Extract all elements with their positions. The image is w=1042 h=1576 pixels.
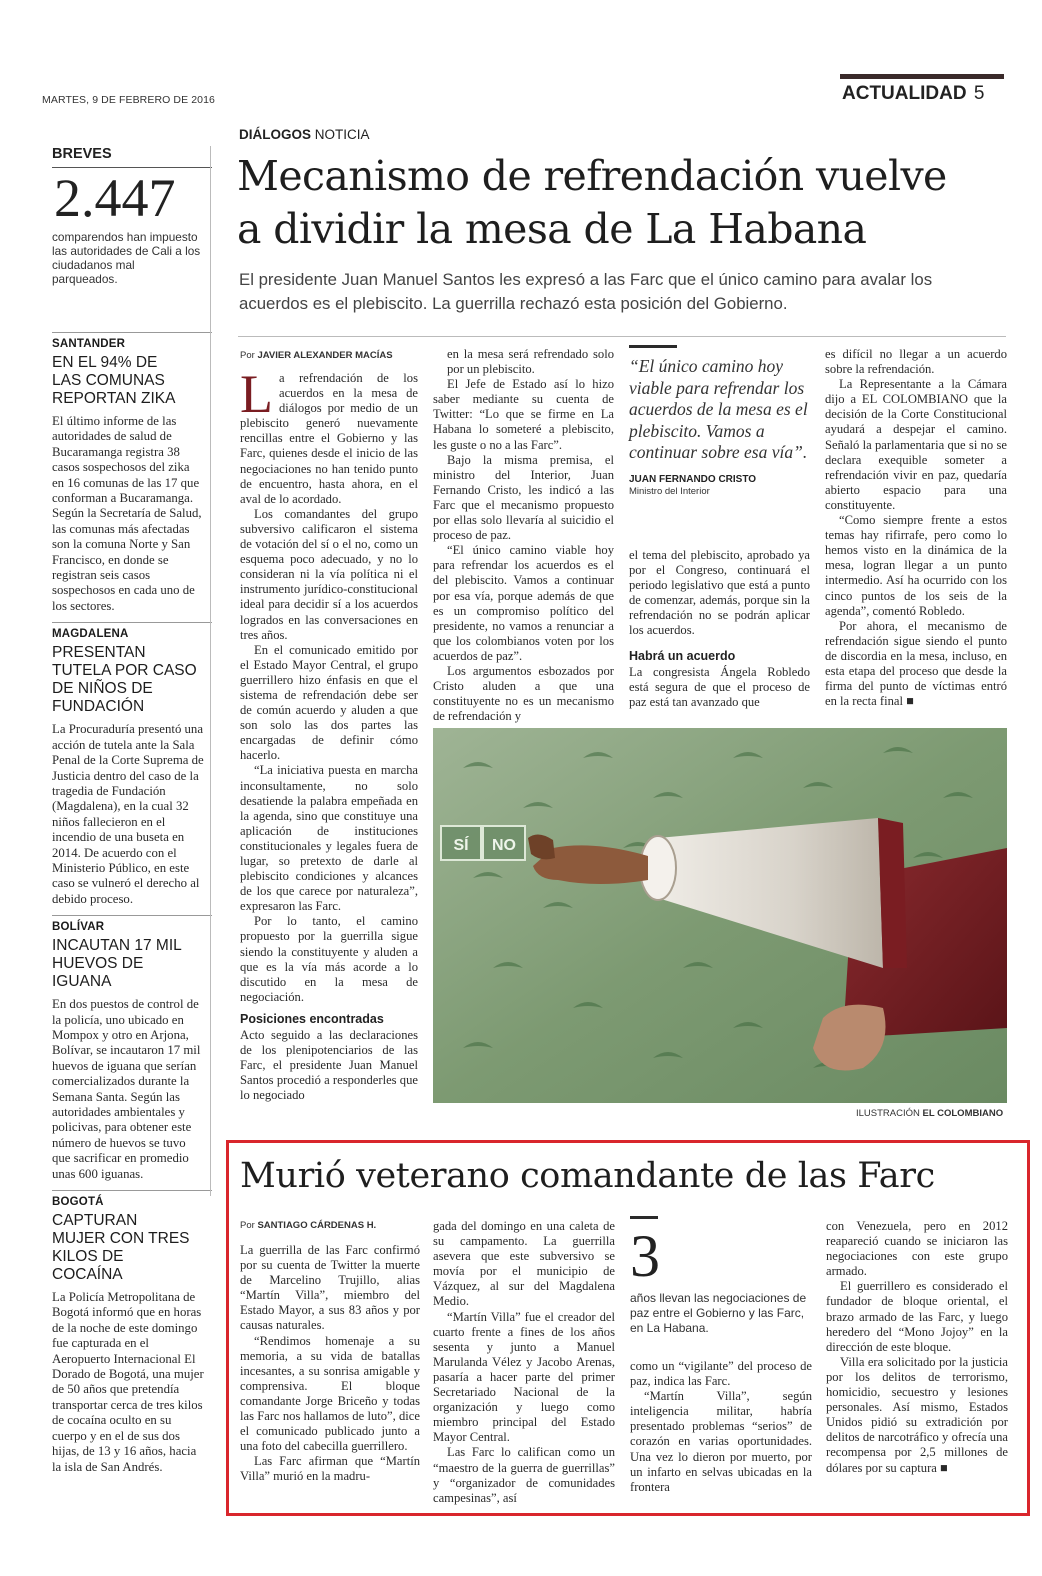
byline [240, 350, 418, 361]
paragraph: Las Farc afirman que “Martín Villa” murió en la madru- [240, 1454, 420, 1484]
brief-category: BOGOTÁ [52, 1196, 104, 1209]
pull-quote-bar [629, 345, 677, 348]
brief-divider [52, 332, 212, 333]
brief-headline: PRESENTAN TUTELA POR CASO DE NIÑOS DE FUNDACIÓN [52, 644, 197, 716]
megaphone-illustration [433, 728, 1007, 1103]
pull-quote-role: Ministro del Interior [629, 485, 710, 497]
paragraph: “Rendimos homenaje a su memoria, a su vida de batallas incesantes, a su sonrisa amigable y comprensiva. El bloque comandante Jorge Briceño y todas las Farc nos hallamos de luto”, dice el comunicado publicado junto a una foto del cabecilla guerrillero. [240, 1333, 420, 1454]
paragraph: “Martín Villa”, según inteligencia militar, habría presentado problemas “serios” de corazón en varias oportunidades. Una vez lo dieron por muerto, por un infarto en selvas ubicadas en la frontera [630, 1389, 812, 1494]
pull-quote [629, 345, 809, 497]
byline-name: SANTIAGO CÁRDENAS H. [257, 1220, 377, 1231]
stat-number: 3 [630, 1223, 660, 1289]
headline-line1: Mecanismo de refrendación vuelve [237, 152, 947, 200]
second-article-col-1 [240, 1220, 420, 1485]
brief-text: El último informe de las autoridades de salud de Bucaramanga registra 38 casos sospechosos del zika en 16 comunas de las 17 que conforman a Bucaramanga. Según la Secretaría de Salud, las comunas más afectadas son la comuna Norte y San Francisco, en donde se registran seis casos sospechosos en cada uno de los sectores. [52, 414, 202, 613]
section-header [842, 83, 984, 105]
brief-category: MAGDALENA [52, 628, 129, 641]
paragraph: “Martín Villa” fue el creador del cuarto frente a fines de los años sesenta y junto a Manuel Marulanda Vélez y Jacobo Arenas, pasaría a hacer parte del primer Secretariado Nacional de la organización y luego como miembro principal del Estado Mayor Central. [433, 1309, 615, 1445]
brief-bolivar [52, 921, 212, 1182]
stat-box [630, 1216, 810, 1336]
brief-category: BOLÍVAR [52, 921, 105, 934]
breves-title: BREVES [52, 146, 112, 162]
second-article-col-3 [630, 1359, 812, 1495]
page-number: 5 [973, 83, 985, 104]
brief-headline: INCAUTAN 17 MIL HUEVOS DE IGUANA [52, 937, 182, 991]
breves-vertical-rule [210, 146, 211, 1196]
paragraph: “Como siempre frente a estos temas hay rifirrafe, pero como lo hemos visto en la dinámica de la mesa, logran llegar a un punto intermedio. Así ha ocurrido con los cinco puntos de los seis de la agenda”, comentó Robledo. [825, 513, 1007, 618]
paragraph [240, 364, 418, 507]
credit-name: EL COLOMBIANO [922, 1108, 1004, 1119]
illustration-credit [856, 1108, 1003, 1119]
column-text [240, 1243, 420, 1485]
brief-category: SANTANDER [52, 338, 126, 350]
brief-text: La Procuraduría presentó una acción de tutela ante la Sala Penal de la Corte Suprema de Justicia dentro del caso de la tragedia de Fundación (Magdalena), en la cual 32 niños fallecieron en el incendio de una buseta en 2014. De acuerdo con el Ministerio Público, en este caso se vulneró el derecho al debido proceso. [52, 722, 204, 906]
kicker-strong: DIÁLOGOS [239, 127, 312, 142]
article-illustration [433, 728, 1007, 1103]
article-column-1 [240, 350, 418, 1104]
byline-name: JAVIER ALEXANDER MACÍAS [257, 350, 393, 361]
brief-divider [52, 622, 212, 623]
paragraph: como un “vigilante” del proceso de paz, indica las Farc. [630, 1359, 812, 1389]
brief-text: En dos puestos de control de la policía, uno ubicado en Mompox y otro en Arjona, Bolívar, se incautaron 17 mil huevos de iguana que serían comercializados durante la Semana Santa. Según las autoridades ambientales y policivas, para obtener este número de huevos se tuvo que sacrificar en promedio unas 600 iguanas. [52, 997, 201, 1181]
article-column-3 [629, 548, 810, 710]
byline-prefix: Por [240, 1220, 255, 1231]
brief-divider [52, 1190, 212, 1191]
kicker-rest: NOTICIA [314, 127, 370, 142]
article-column-2 [433, 347, 614, 724]
byline-prefix: Por [240, 350, 255, 361]
brief-magdalena [52, 628, 212, 907]
paragraph: es difícil no llegar a un acuerdo sobre la refrendación. [825, 347, 1007, 377]
paragraph: el tema del plebiscito, aprobado ya por el Congreso, continuará el periodo legislativo que está a punto de comenzar, además, porque sin la refrendación no se podrán aplicar los acuerdos. [629, 548, 810, 638]
paragraph: en la mesa será refrendado solo por un plebiscito. [447, 347, 614, 377]
brief-divider [52, 915, 212, 916]
paragraph: La guerrilla de las Farc confirmó por su cuenta de Twitter la muerte de Marcelino Trujillo, alias “Martín Villa”, miembro del Estado Mayor, a sus 83 años y por causas naturales. [240, 1243, 420, 1333]
illustration-sign-no: NO [492, 837, 516, 854]
brief-text: La Policía Metropolitana de Bogotá informó que en horas de la noche de este domingo fue capturada en el Aeropuerto Internacional El Dorado de Bogotá, una mujer de 50 años que pretendía transportar cerca de tres kilos de cocaína oculto en su cuerpo y en el de sus dos hijas, de 13 y 16 años, hacia la isla de San Andrés. [52, 1290, 204, 1474]
subhead: Posiciones encontradas [240, 1011, 384, 1026]
stat-caption: años llevan las negociaciones de paz entre el Gobierno y las Farc, en La Habana. [630, 1291, 807, 1335]
article-kicker [239, 127, 370, 142]
section-name: ACTUALIDAD [842, 83, 967, 104]
byline [240, 1220, 420, 1231]
breves-sidebar [52, 140, 212, 1475]
paragraph: Por lo tanto, el camino propuesto por la guerrilla sigue siendo la constituyente y aluden a que es la vía más acorde a lo discutido en la mesa de negociación. [240, 914, 418, 1004]
breves-big-number: 2.447 [54, 168, 176, 228]
paragraph: “La iniciativa puesta en marcha inconsultamente, no solo desatiende la palabra empeñada en la agenda, sino que constituye una aplicación de instituciones constitucionales y legales fuera de lugar, so pretexto de darle al plebiscito condiciones y alcances de los que carece por naturaleza”, expresaron las Farc. [240, 763, 418, 914]
lead-rule [238, 336, 1006, 337]
paragraph: gada del domingo en una caleta de su campamento. La guerrilla asevera que este subversivo se movía por el municipio de Vázquez, al sur del Magdalena Medio. [433, 1219, 615, 1309]
main-headline [237, 150, 1017, 256]
pull-quote-text: “El único camino hoy viable para refrendar los acuerdos de la mesa es el plebiscito. Vamos a continuar sobre esa vía”. [629, 356, 808, 462]
page-date: MARTES, 9 DE FEBRERO DE 2016 [42, 94, 215, 106]
brief-bogota [52, 1196, 212, 1475]
pull-quote-author: JUAN FERNANDO CRISTO [629, 473, 757, 485]
paragraph: Por ahora, el mecanismo de refrendación sigue siendo el punto de discordia en la mesa, incluso, en esta etapa del proceso que desde la firma del punto de víctimas entró en la recta final ■ [825, 618, 1007, 709]
drop-cap: L [240, 364, 273, 424]
stat-bar [630, 1216, 658, 1219]
paragraph: “El único camino viable hoy para refrendar los acuerdos es el del plebiscito. Vamos a continuar por esa vía, porque además de que es un compromiso político del presidente, no vamos a renunciar a que los colombianos voten por los acuerdos de paz”. [433, 543, 614, 663]
article-lead: El presidente Juan Manuel Santos les expresó a las Farc que el único camino para avalar los acuerdos es el plebiscito. La guerrilla rechazó esta posición del Gobierno. [239, 270, 933, 313]
column-text [240, 364, 418, 1104]
paragraph-text: a refrendación de los acuerdos en la mesa de diálogos por medio de un plebiscito generó nuevamente rencillas entre el Gobierno y las Farc, quienes desde el inicio de las negociaciones no han tenido punto de encuentro, hasta ahora, en el aval de lo acordado. [240, 371, 418, 506]
illustration-sign-si: SÍ [453, 837, 469, 854]
paragraph: Los argumentos esbozados por Cristo aluden a que una constituyente no es un mecanismo de refrendación y [433, 663, 614, 724]
section-header-bar [840, 74, 1004, 79]
paragraph: Los comandantes del grupo subversivo calificaron el sistema de votación del sí o el no, como un esquema poco adecuado, y no lo consideran ni la vía política ni el instrumento jurídico-constitucional ideal para decidir sí a los acuerdos logrados en las conversaciones en tres años. [240, 506, 418, 642]
brief-santander [52, 338, 212, 614]
breves-big-number-caption: comparendos han impuesto las autoridades de Cali a los ciudadanos mal parqueados. [52, 230, 201, 286]
paragraph: El guerrillero es considerado el fundador de bloque oriental, el brazo armado de las Farc, y luego heredero del “Mono Jojoy” en la dirección de este bloque. [826, 1279, 1008, 1354]
second-article-col-2 [433, 1219, 615, 1506]
paragraph: La Representante a la Cámara dijo a EL COLOMBIANO que la decisión de la Corte Constitucional ayudará a despejar el camino. Señaló la parlamentaria que si no se declara exequible someter a refrendación vivir en paz, quedaría abierto espacio para una constituyente. [825, 377, 1007, 512]
paragraph: El Jefe de Estado así lo hizo saber mediante su cuenta de Twitter: “Lo que se firme en La Habana lo someteré a plebiscito, les guste o no a las Farc”. [433, 377, 614, 452]
paragraph: Acto seguido a las declaraciones de los plenipotenciarios de las Farc, el presidente Juan Manuel Santos procedió a responderles que lo negociado [240, 1028, 418, 1103]
paragraph: Las Farc lo califican como un “maestro de la guerra de guerrillas” y “organizador de comunidades campesinas”, así [433, 1445, 615, 1505]
credit-prefix: ILUSTRACIÓN [856, 1108, 920, 1119]
headline-line2: a dividir la mesa de La Habana [237, 205, 867, 253]
subhead: Habrá un acuerdo [629, 648, 736, 663]
paragraph: Bajo la misma premisa, el ministro del Interior, Juan Fernando Cristo, les indicó a las Farc que el mecanismo propuesto por ellas solo llevaría al suicidio el proceso de paz. [433, 452, 614, 543]
paragraph: con Venezuela, pero en 2012 reapareció cuando se iniciaron las negociaciones con este grupo armado. [826, 1219, 1008, 1279]
paragraph: La congresista Ángela Robledo está segura de que el proceso de paz está tan avanzado que [629, 664, 810, 709]
brief-headline: EN EL 94% DE LAS COMUNAS REPORTAN ZIKA [52, 354, 176, 407]
article-column-4 [825, 347, 1007, 709]
second-headline: Murió veterano comandante de las Farc [240, 1156, 935, 1196]
paragraph: Villa era solicitado por la justicia por los delitos de terrorismo, homicidio, secuestro y lesiones personales. Así mismo, Estados Unidos pidió su extradición por delitos de narcotráfico y ofrecía una recompensa por 2,5 millones de dólares por su captura ■ [826, 1354, 1008, 1475]
second-article-col-4 [826, 1219, 1008, 1476]
paragraph: En el comunicado emitido por el Estado Mayor Central, el grupo guerrillero hizo énfasis en que el sistema de refrendación debe ser de común acuerdo y aluden a que son solo las dos partes las encargadas de definir cómo hacerlo. [240, 642, 418, 763]
brief-headline: CAPTURAN MUJER CON TRES KILOS DE COCAÍNA [52, 1212, 190, 1284]
